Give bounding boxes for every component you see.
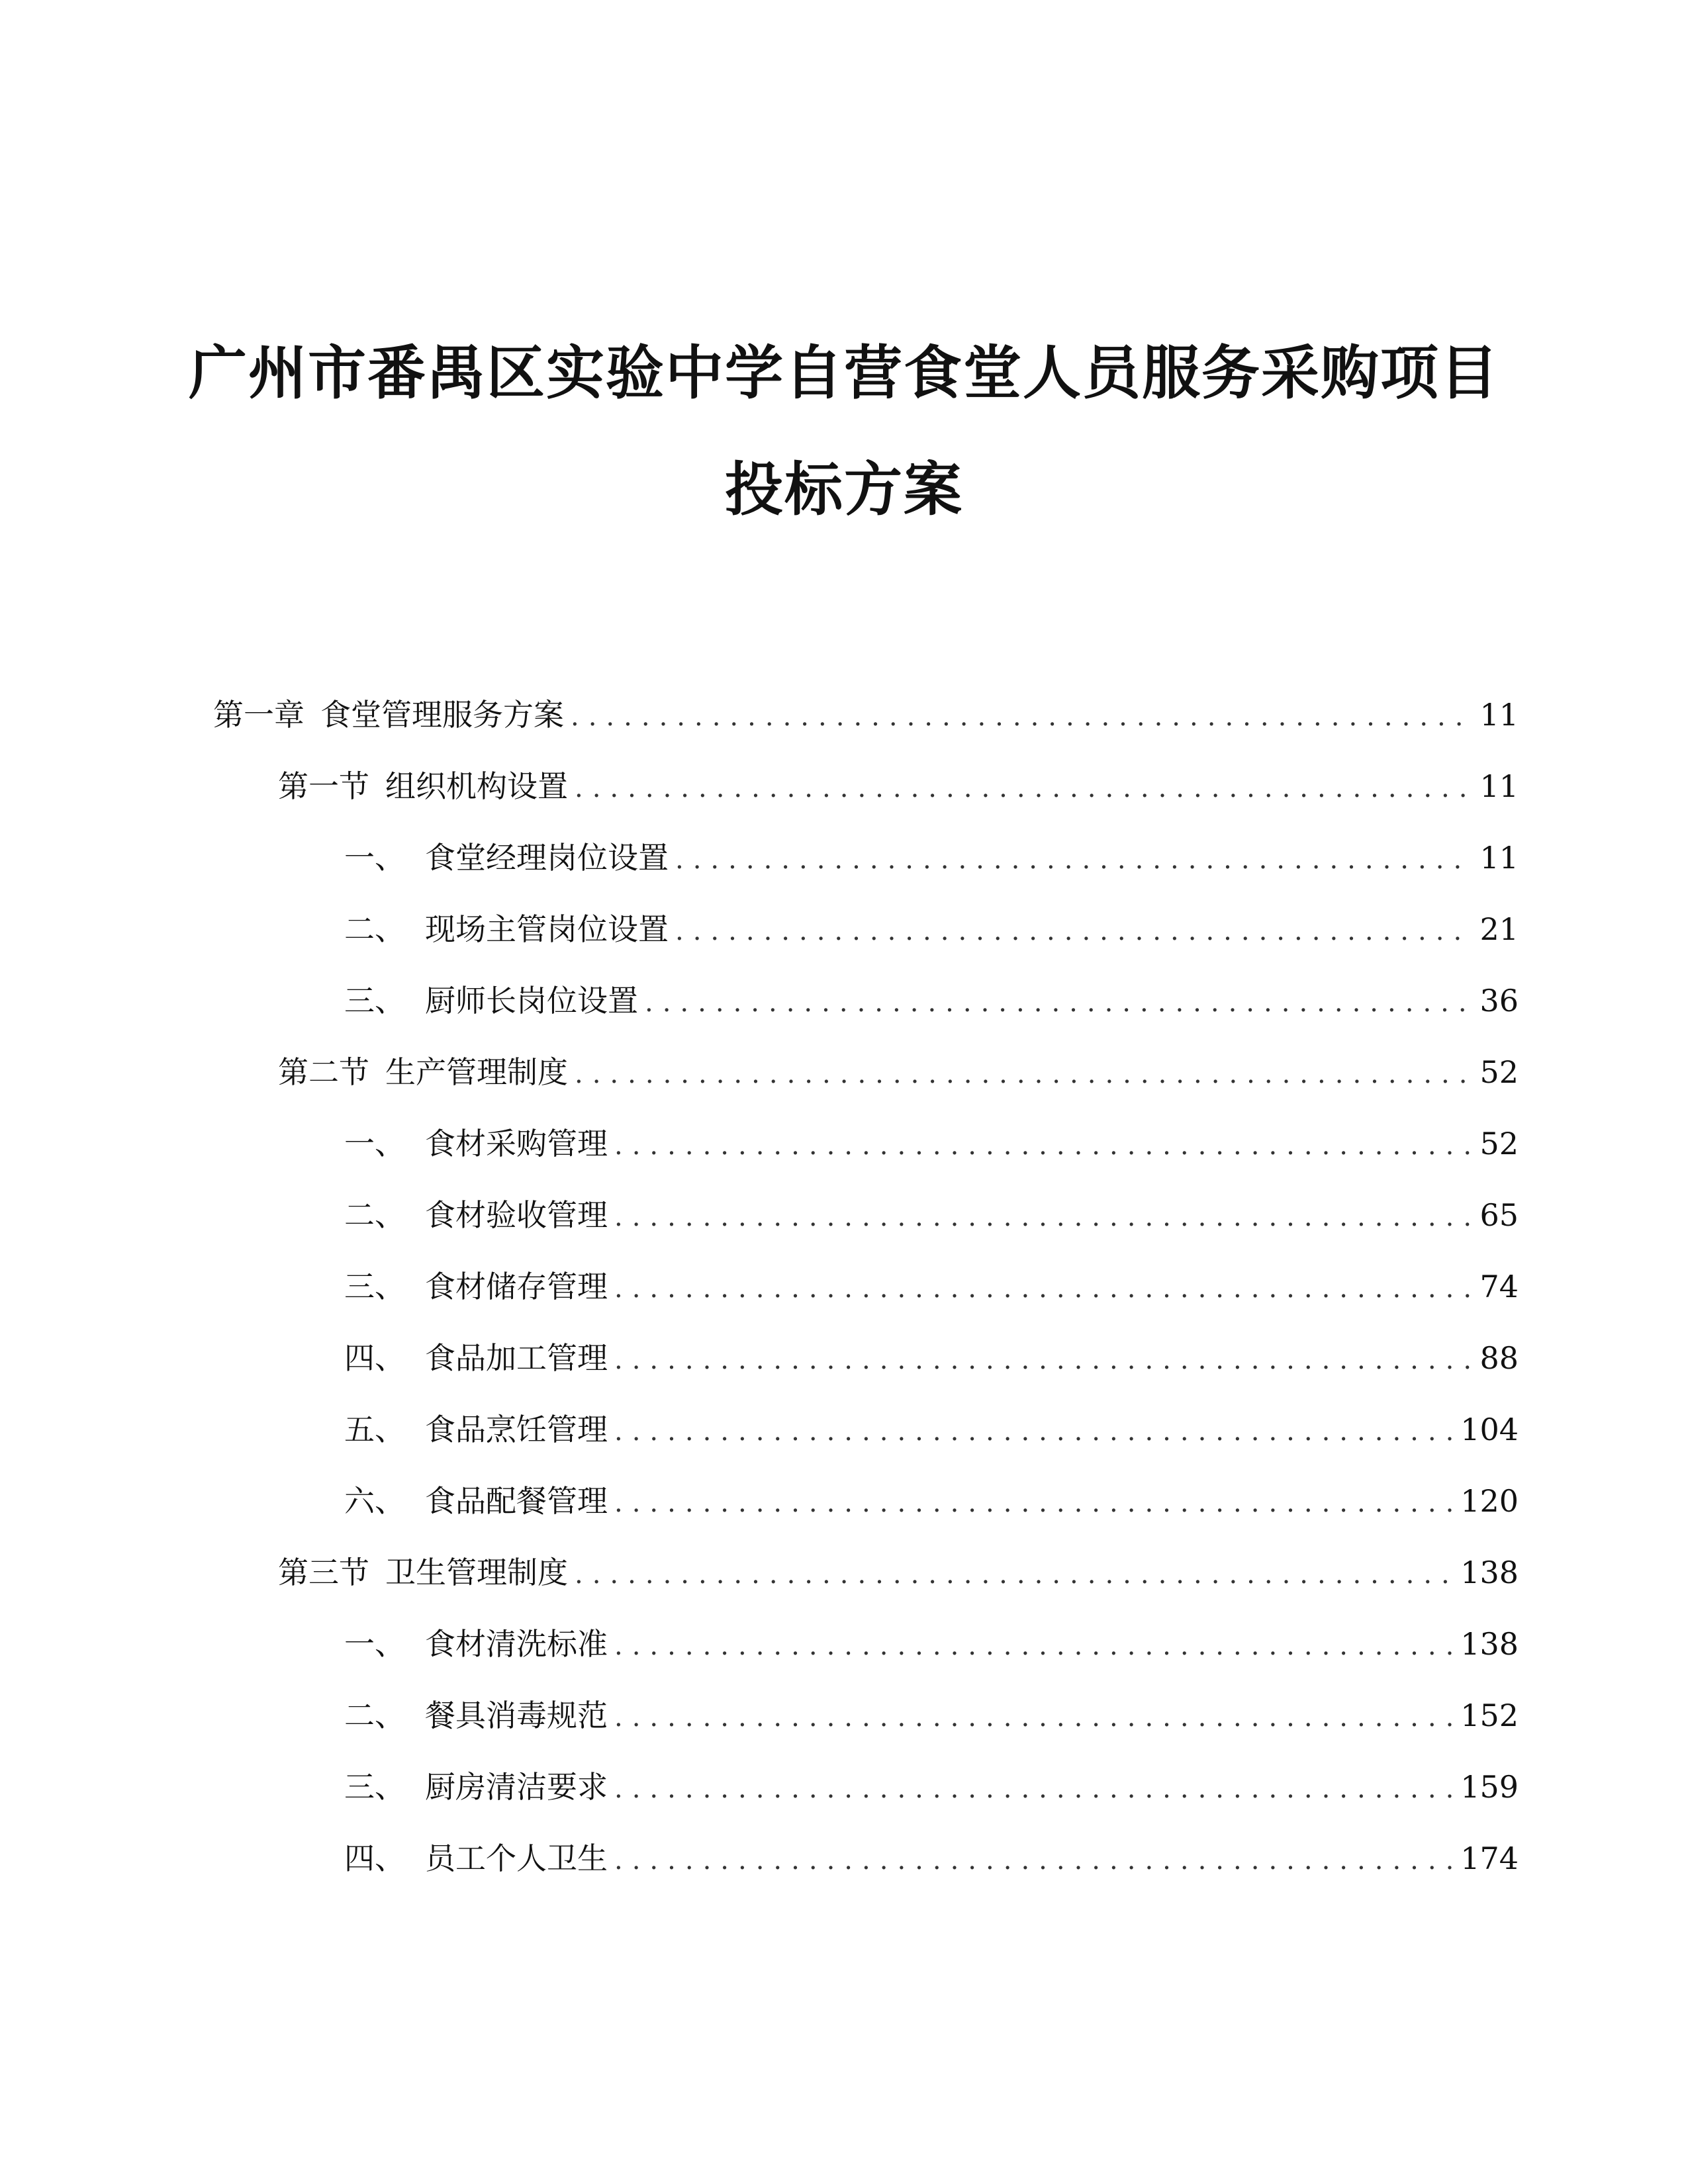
toc-page-number: 88 (1479, 1340, 1519, 1376)
toc-text: 食材采购管理 (425, 1126, 608, 1161)
toc-leader (614, 1126, 1473, 1165)
toc-leader (571, 697, 1473, 737)
toc-text: 食品烹饪管理 (425, 1412, 608, 1447)
toc-entry-item[interactable] (344, 1267, 1519, 1306)
toc-text: 厨房清洁要求 (425, 1769, 608, 1805)
toc-text: 厨师长岗位设置 (425, 983, 638, 1019)
toc-page-number: 174 (1460, 1841, 1519, 1876)
toc-marker: 四、 (344, 1841, 405, 1876)
toc-entry-item[interactable] (344, 981, 1519, 1021)
toc-marker: 三、 (344, 1269, 405, 1304)
toc-page-number: 65 (1479, 1197, 1519, 1233)
toc-entry-item[interactable] (344, 1767, 1519, 1807)
toc-marker: 四、 (344, 1340, 405, 1376)
toc-text: 生产管理制度 (385, 1054, 568, 1090)
toc-leader (614, 1769, 1454, 1809)
toc-marker: 三、 (344, 1769, 405, 1805)
toc-leader (614, 1483, 1454, 1523)
toc-page-number: 52 (1479, 1054, 1519, 1090)
toc-page-number: 52 (1479, 1126, 1519, 1161)
toc-page-number: 36 (1479, 983, 1519, 1019)
toc-marker: 第一章 (213, 697, 305, 733)
toc-entry-item[interactable] (344, 1410, 1519, 1449)
toc-entry-section-1[interactable] (278, 766, 1519, 806)
document-title-line-2: 投标方案 (724, 455, 963, 523)
toc-page-number: 159 (1460, 1769, 1519, 1805)
toc-marker: 二、 (344, 1197, 405, 1233)
toc-page-number: 11 (1479, 768, 1519, 804)
toc-leader (675, 911, 1473, 951)
toc-entry-item[interactable] (344, 1696, 1519, 1735)
toc-page-number: 138 (1460, 1626, 1519, 1662)
toc-text: 食品加工管理 (425, 1340, 608, 1376)
toc-text: 现场主管岗位设置 (425, 911, 669, 947)
toc-leader (575, 1555, 1454, 1594)
toc-entry-chapter-1[interactable] (213, 695, 1519, 735)
toc-leader (675, 840, 1473, 880)
toc-entry-item[interactable] (344, 1124, 1519, 1163)
toc-marker: 三、 (344, 983, 405, 1019)
toc-page-number: 120 (1460, 1483, 1519, 1519)
toc-leader (614, 1197, 1473, 1237)
toc-leader (645, 983, 1473, 1023)
toc-page-number: 138 (1460, 1555, 1519, 1590)
toc-page-number: 74 (1479, 1269, 1519, 1304)
toc-text: 食堂经理岗位设置 (425, 840, 669, 876)
toc-page-number: 11 (1479, 697, 1519, 733)
toc-entry-item[interactable] (344, 1195, 1519, 1235)
toc-entry-item[interactable] (344, 1338, 1519, 1378)
toc-leader (614, 1269, 1473, 1308)
toc-marker: 第一节 (278, 768, 369, 804)
table-of-contents (0, 695, 1688, 2019)
toc-leader (614, 1841, 1454, 1880)
toc-page-number: 21 (1479, 911, 1519, 947)
toc-entry-item[interactable] (344, 1839, 1519, 1878)
toc-marker: 第二节 (278, 1054, 369, 1090)
toc-entry-item[interactable] (344, 838, 1519, 878)
toc-text: 餐具消毒规范 (425, 1698, 608, 1733)
toc-leader (614, 1340, 1473, 1380)
toc-leader (614, 1412, 1454, 1451)
toc-text: 食材储存管理 (425, 1269, 608, 1304)
toc-entry-item[interactable] (344, 1624, 1519, 1664)
toc-marker: 二、 (344, 1698, 405, 1733)
toc-text: 卫生管理制度 (385, 1555, 568, 1590)
toc-text: 食材验收管理 (425, 1197, 608, 1233)
toc-entry-item[interactable] (344, 1481, 1519, 1521)
toc-marker: 五、 (344, 1412, 405, 1447)
toc-text: 组织机构设置 (385, 768, 568, 804)
toc-text: 食材清洗标准 (425, 1626, 608, 1662)
toc-marker: 第三节 (278, 1555, 369, 1590)
toc-marker: 一、 (344, 1626, 405, 1662)
document-title-line-1: 广州市番禺区实验中学自营食堂人员服务采购项目 (188, 339, 1499, 407)
toc-marker: 六、 (344, 1483, 405, 1519)
toc-page-number: 104 (1460, 1412, 1519, 1447)
toc-leader (614, 1698, 1454, 1737)
toc-leader (575, 768, 1473, 808)
toc-marker: 一、 (344, 840, 405, 876)
toc-text: 员工个人卫生 (425, 1841, 608, 1876)
toc-entry-section-3[interactable] (278, 1553, 1519, 1592)
toc-page-number: 152 (1460, 1698, 1519, 1733)
toc-entry-section-2[interactable] (278, 1052, 1519, 1092)
toc-marker: 二、 (344, 911, 405, 947)
toc-page-number: 11 (1479, 840, 1519, 876)
toc-text: 食堂管理服务方案 (320, 697, 564, 733)
toc-leader (614, 1626, 1454, 1666)
toc-entry-item[interactable] (344, 909, 1519, 949)
toc-leader (575, 1054, 1473, 1094)
toc-text: 食品配餐管理 (425, 1483, 608, 1519)
toc-marker: 一、 (344, 1126, 405, 1161)
